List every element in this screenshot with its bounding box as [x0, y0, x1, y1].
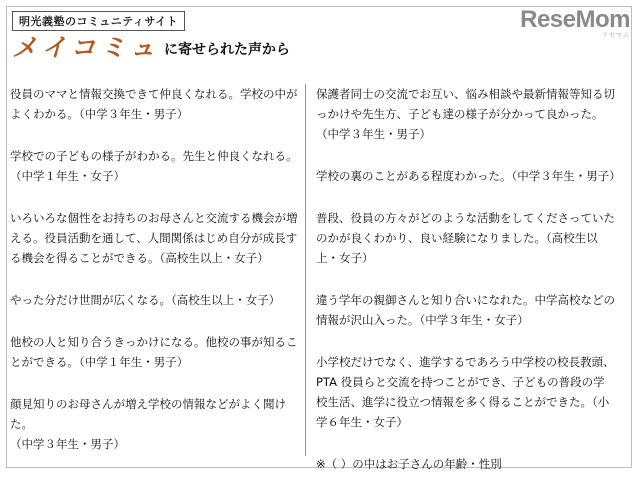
resemom-logo [520, 6, 630, 39]
column-divider [305, 84, 306, 456]
title-row [12, 34, 290, 62]
logo-subtext: リセマム [602, 32, 630, 39]
brand-title: メイコミュ [12, 33, 161, 62]
logo-text: ReseMom [520, 6, 630, 33]
left-column [10, 84, 298, 476]
comment-item: 違う学年の親御さんと知り合いになれた。中学高校などの情報が沢山入った。（中学３年生・女子） [316, 293, 615, 327]
comment-item: 顔見知りのお母さんが増え学校の情報などがよく聞けた。 （中学３年生・男子） [10, 397, 286, 451]
comment-item: 学校の裏のことがある程度わかった。（中学３年生・男子） [316, 169, 621, 183]
right-column [316, 84, 621, 486]
comment-item: いろいろな個性をお持ちのお母さんと交流する機会が増える。役員活動を通して、人間関係はじめ自分が成長する機会を得ることができる。（高校生以上・女子） [10, 211, 298, 265]
header [12, 10, 290, 62]
comment-item: 普段、役員の方々がどのような活動をしてくださっていたのかが良くわかり、良い経験になりました。（高校生以上・女子） [316, 211, 615, 265]
title-suffix: に寄せられた声から [164, 42, 291, 58]
comment-item: 保護者同士の交流でお互い、悩み相談や最新情報等知る切っかけや先生方、子ども達の様子が分かって良かった。（中学３年生・男子） [316, 87, 615, 141]
comment-item: 小学校だけでなく、進学するであろう中学校の校長教頭、PTA 役員らと交流を持つことができ、子どもの普段の学校生活、進学に役立つ情報を多く得ることができた。（小学６年生・女子） [316, 355, 615, 429]
comment-item: やった分だけ世間が広くなる。（高校生以上・女子） [10, 293, 281, 307]
comment-item: 役員のママと情報交換できて仲良くなれる。学校の中がよくわかる。（中学３年生・男子） [10, 87, 298, 121]
footnote: ※（ ）の中はお子さんの年齢・性別 [316, 457, 502, 471]
site-label: 明光義塾のコミュニティサイト [12, 11, 185, 31]
comment-item: 他校の人と知り合うきっかけになる。他校の事が知ることができる。（中学１年生・男子） [10, 335, 298, 369]
comment-item: 学校での子どもの様子がわかる。先生と仲良くなれる。 （中学１年生・女子） [10, 149, 298, 183]
